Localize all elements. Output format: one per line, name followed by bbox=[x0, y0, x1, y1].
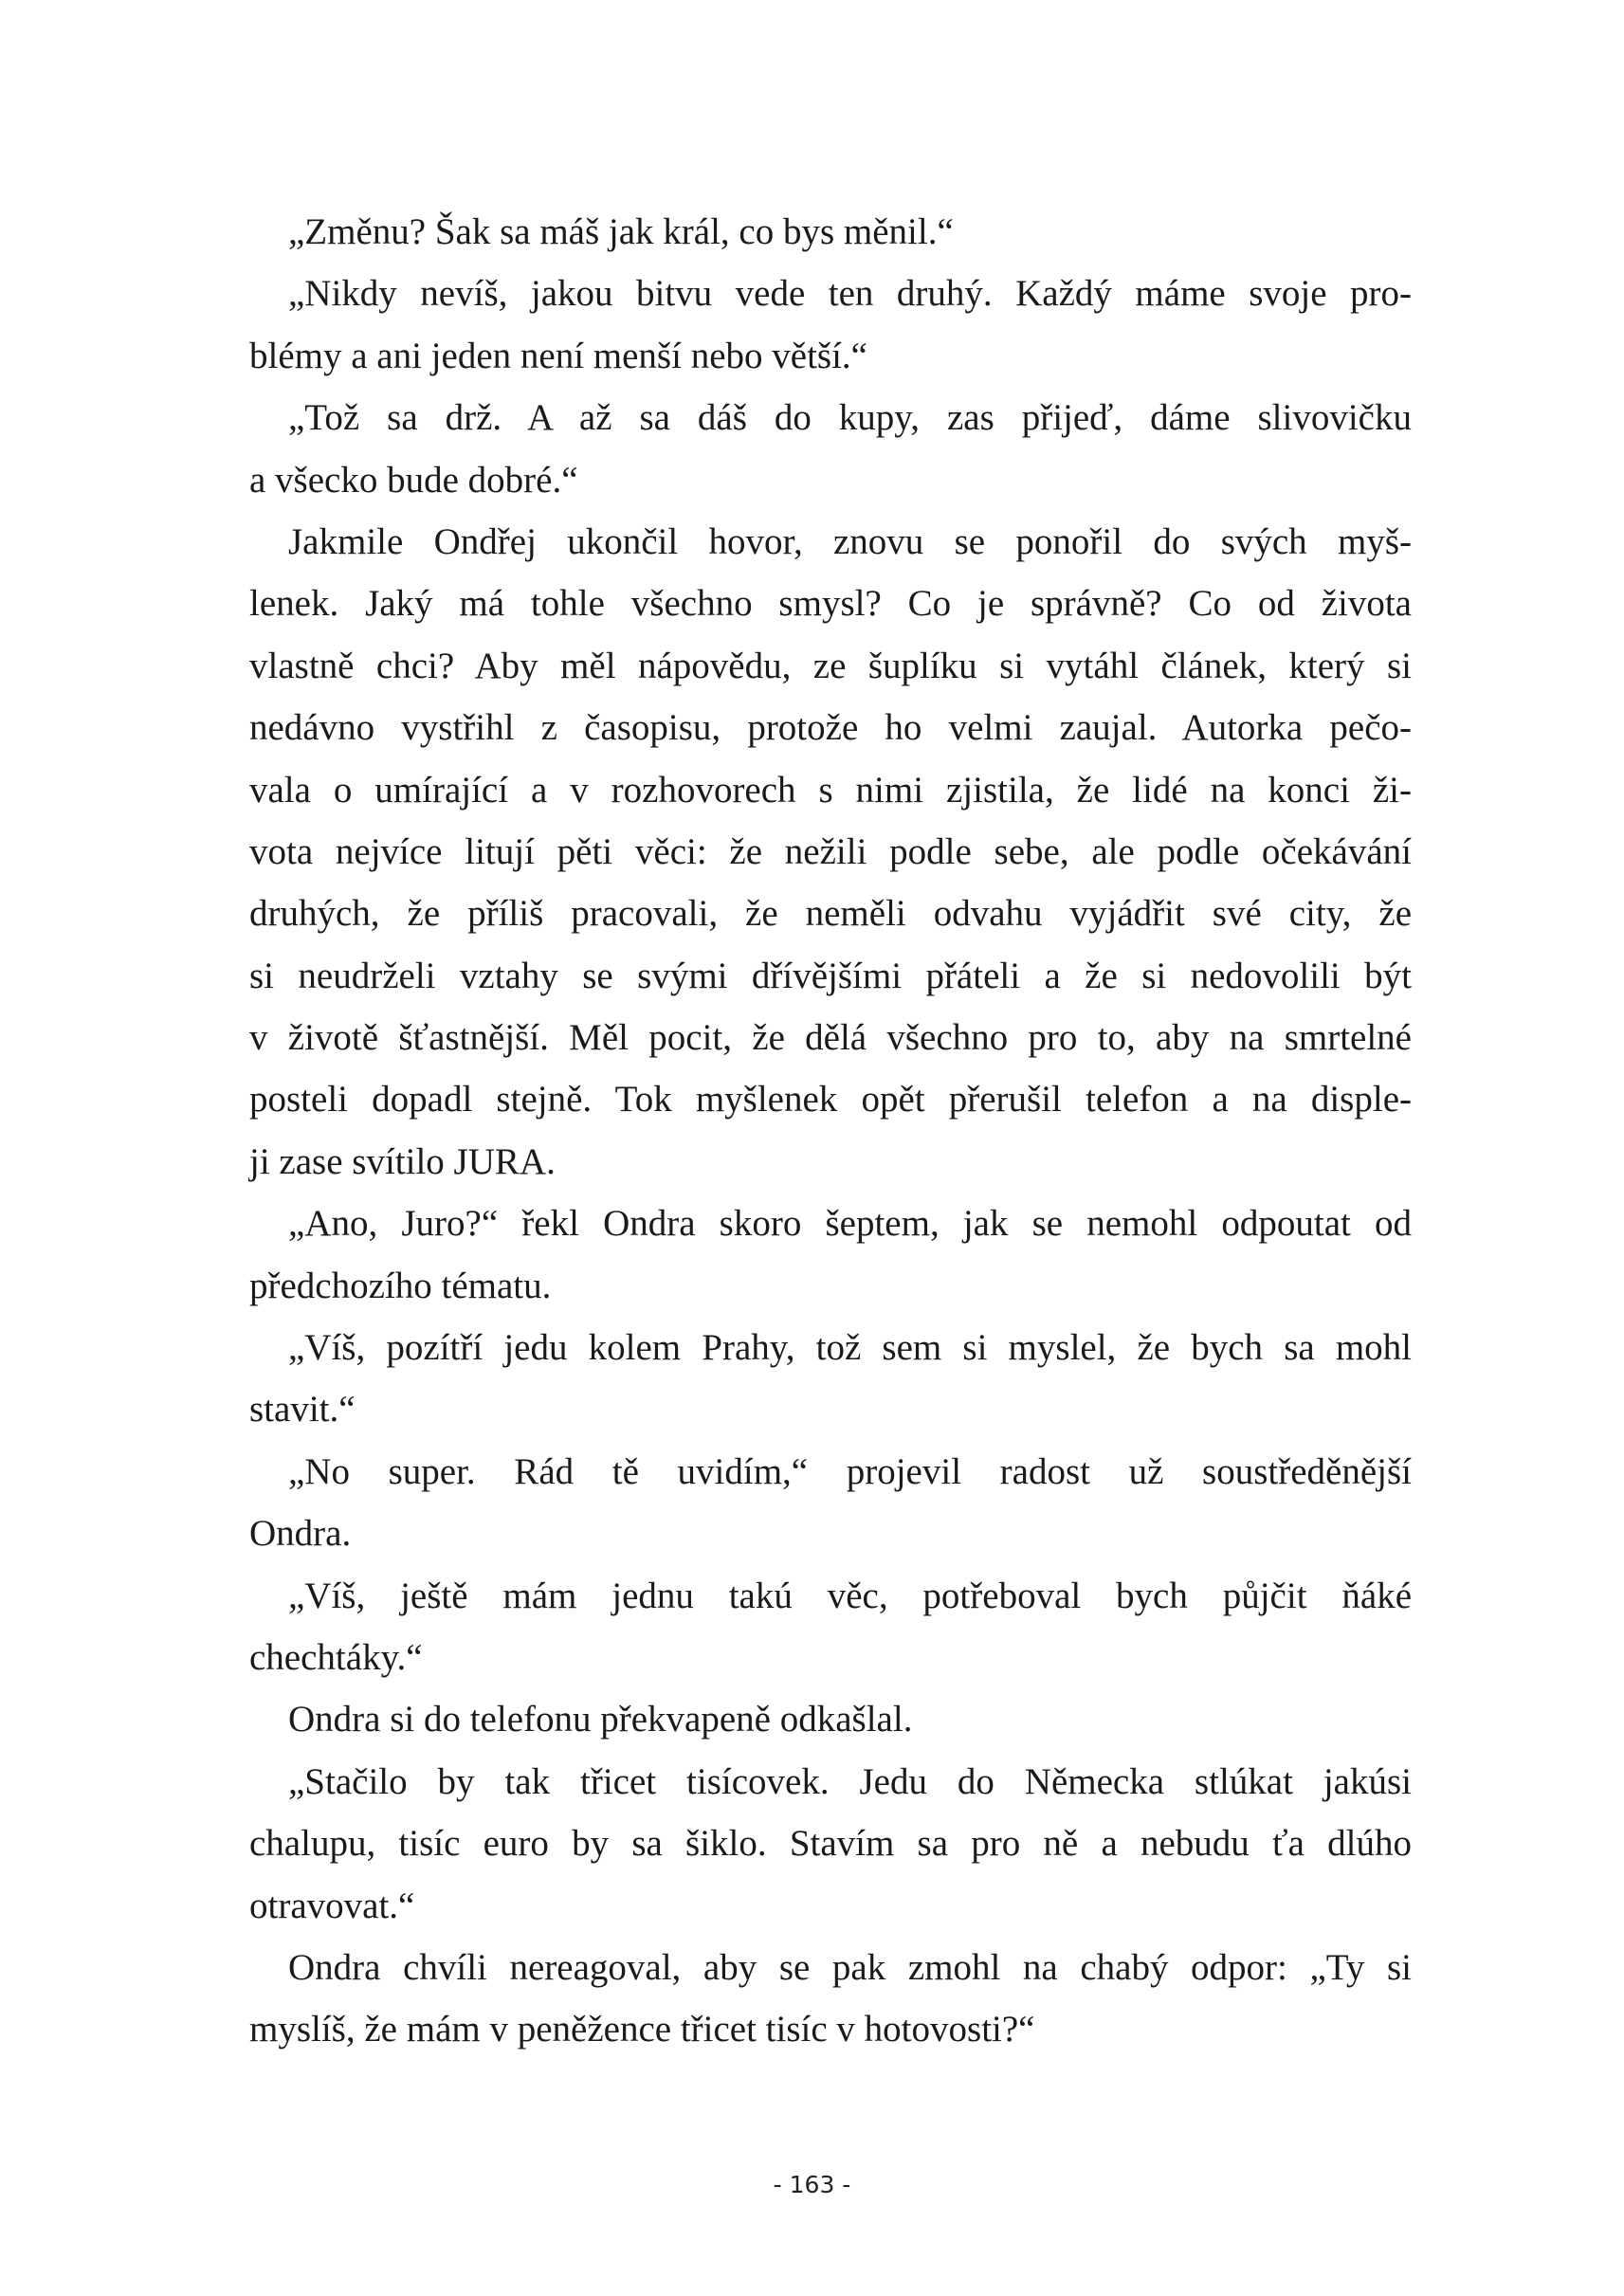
text-line: „Tož sa drž. A až sa dáš do kupy, zas přijeď, dáme slivovičku bbox=[288, 397, 1412, 439]
text-line: si neudrželi vztahy se svými dřívějšími přáteli a že si nedovolili být bbox=[249, 955, 1412, 996]
text-line: vlastně chci? Aby měl nápovědu, ze šuplíku si vytáhl článek, který si bbox=[249, 645, 1412, 686]
text-line: v životě šťastnější. Měl pocit, že dělá všechno pro to, aby na smrtelné bbox=[249, 1017, 1412, 1059]
text-line: vala o umírající a v rozhovorech s nimi zjistila, že lidé na konci ži- bbox=[249, 769, 1412, 811]
text-line: Ondra chvíli nereagoval, aby se pak zmohl na chabý odpor: „Ty si bbox=[288, 1946, 1412, 1988]
text-line: stavit.“ bbox=[249, 1389, 356, 1430]
paragraph bbox=[249, 511, 1412, 1193]
text-line: předchozího tématu. bbox=[249, 1265, 552, 1306]
paragraph bbox=[249, 1565, 1412, 1689]
text-line: posteli dopadl stejně. Tok myšlenek opět přerušil telefon a na disple- bbox=[249, 1079, 1412, 1121]
text-line: Ondra. bbox=[249, 1513, 352, 1555]
text-line: „Změnu? Šak sa máš jak král, co bys měnil.“ bbox=[288, 211, 954, 252]
paragraph bbox=[249, 1317, 1412, 1441]
text-line: Jakmile Ondřej ukončil hovor, znovu se ponořil do svých myš- bbox=[288, 520, 1412, 562]
text-line: chalupu, tisíc euro by sa šiklo. Stavím sa pro ně a nebudu ťa dlúho bbox=[249, 1823, 1412, 1865]
text-line: lenek. Jaký má tohle všechno smysl? Co je správně? Co od života bbox=[249, 583, 1412, 625]
paragraph bbox=[249, 1441, 1412, 1565]
text-line: a všecko bude dobré.“ bbox=[249, 459, 578, 501]
body-text bbox=[249, 201, 1412, 2061]
text-line: vota nejvíce litují pěti věci: že nežili podle sebe, ale podle očekávání bbox=[249, 830, 1412, 872]
text-line: chechtáky.“ bbox=[249, 1636, 423, 1678]
text-line: blémy a ani jeden není menší nebo větší.“ bbox=[249, 335, 867, 376]
paragraph bbox=[249, 1937, 1412, 2061]
text-line: druhých, že příliš pracovali, že neměli odvahu vyjádřit své city, že bbox=[249, 893, 1412, 935]
text-line: „Ano, Juro?“ řekl Ondra skoro šeptem, jak se nemohl odpoutat od bbox=[288, 1203, 1412, 1245]
paragraph bbox=[249, 263, 1412, 387]
text-line: „Nikdy nevíš, jakou bitvu vede ten druhý. Každý máme svoje pro- bbox=[288, 273, 1412, 315]
text-line: ji zase svítilo JURA. bbox=[249, 1140, 556, 1182]
text-line: Ondra si do telefonu překvapeně odkašlal. bbox=[288, 1699, 913, 1740]
text-line: „Víš, pozítří jedu kolem Prahy, tož sem si myslel, že bych sa mohl bbox=[288, 1327, 1412, 1369]
text-line: „Víš, ještě mám jednu takú věc, potřeboval bych půjčit ňáké bbox=[288, 1575, 1412, 1616]
text-line: otravovat.“ bbox=[249, 1885, 415, 1926]
paragraph bbox=[249, 1688, 1412, 1750]
paragraph bbox=[249, 1751, 1412, 1937]
text-line: „Stačilo by tak třicet tisícovek. Jedu do Německa stlúkat jakúsi bbox=[288, 1760, 1412, 1802]
page-number: - 163 - bbox=[773, 2171, 851, 2198]
text-line: „No super. Rád tě uvidím,“ projevil radost už soustředěnější bbox=[288, 1450, 1412, 1492]
text-line: myslíš, že mám v peněžence třicet tisíc v hotovosti?“ bbox=[249, 2009, 1035, 2050]
paragraph bbox=[249, 387, 1412, 511]
text-line: nedávno vystřihl z časopisu, protože ho velmi zaujal. Autorka pečo- bbox=[249, 707, 1412, 749]
paragraph bbox=[249, 201, 1412, 263]
paragraph bbox=[249, 1193, 1412, 1317]
